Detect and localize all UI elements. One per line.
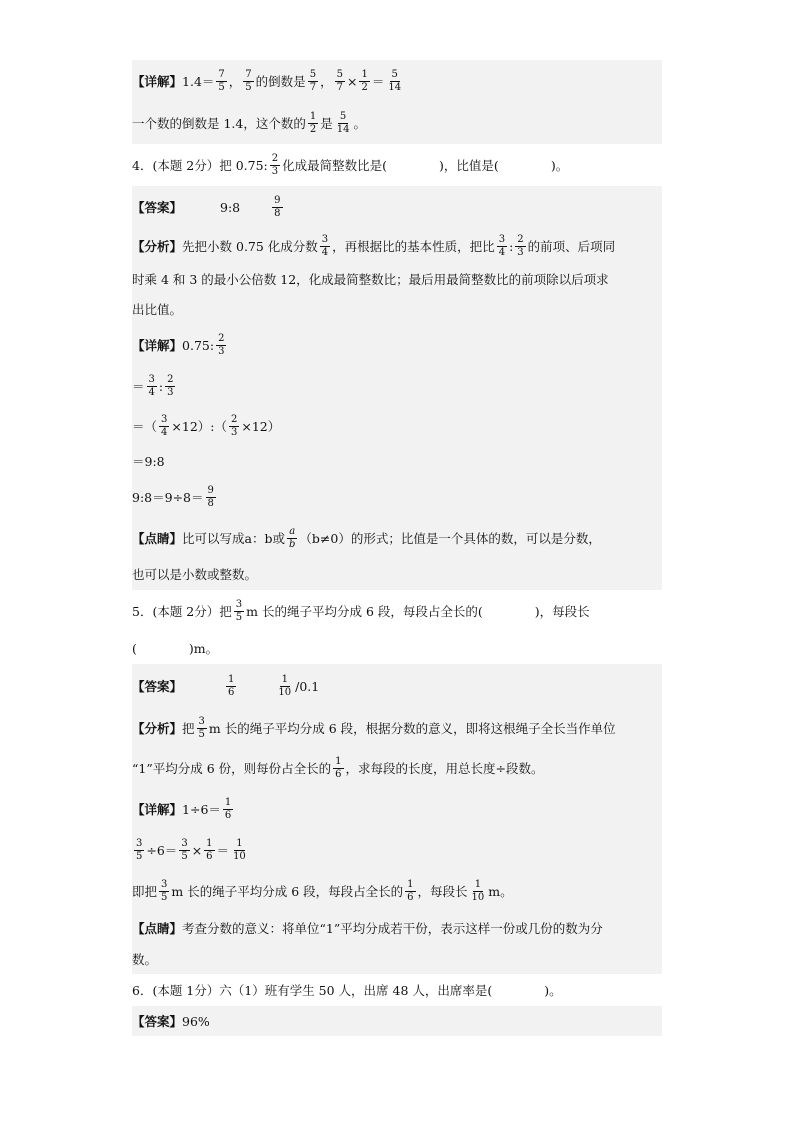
- numerator: 5: [336, 68, 343, 80]
- q5-stem-line2: [132, 632, 662, 664]
- text: ＝: [132, 379, 145, 394]
- text: 9:8＝9÷8＝: [132, 490, 204, 505]
- fraction: [223, 797, 233, 822]
- numerator: 2: [271, 152, 279, 164]
- q4-answer: [132, 186, 662, 228]
- text: 4．(本题 2分）把 0.75:: [132, 158, 268, 173]
- denominator: 6: [224, 809, 232, 821]
- q5-comment-line1: [132, 912, 662, 944]
- q4-comment-line1: [132, 518, 662, 558]
- numerator: 1: [407, 878, 414, 890]
- denominator: 4: [161, 426, 168, 438]
- denominator: 10: [278, 686, 292, 698]
- numerator: 1: [206, 837, 213, 849]
- denominator: 6: [407, 891, 414, 903]
- denominator: 10: [233, 850, 246, 862]
- text: 时乘 4 和 3 的最小公倍数 12，化成最简整数比；最后用最简整数比的前项除以后项求: [132, 272, 609, 287]
- numerator: 1: [228, 673, 235, 685]
- fraction: [272, 195, 282, 220]
- fraction: [204, 838, 214, 863]
- numerator: 2: [230, 413, 238, 425]
- fraction: [216, 333, 226, 358]
- numerator: 3: [498, 233, 506, 245]
- numerator: 9: [274, 194, 281, 206]
- numerator: 1: [309, 110, 317, 122]
- denominator: 6: [206, 850, 213, 862]
- denominator: 8: [274, 207, 281, 219]
- text: 比可以写成a：b或: [182, 531, 285, 546]
- q5-analysis-line2: [132, 748, 662, 788]
- text: 1÷6＝: [182, 802, 221, 817]
- fraction: [335, 69, 345, 94]
- fraction: [243, 69, 253, 94]
- text: )，比值是(: [439, 158, 499, 173]
- text: 化成最简整数比是(: [282, 158, 388, 173]
- denominator: 5: [198, 728, 205, 740]
- q5-detail-line2: [132, 830, 662, 870]
- fraction: [308, 111, 318, 136]
- text: “1”平均分成 6 份，则每份占全长的: [132, 761, 332, 776]
- fraction: [276, 674, 293, 699]
- text: 是: [320, 116, 333, 131]
- text: 出比值。: [132, 302, 183, 317]
- text: )m。: [188, 641, 219, 656]
- text: 6．(本题 1分）六（1）班有学生 50 人，出席 48 人，出席率是(: [132, 983, 493, 998]
- q4-analysis-line3: [132, 294, 662, 324]
- text: )，每段长: [534, 604, 590, 619]
- answer-label: 【答案】: [132, 1014, 183, 1029]
- denominator: 5: [136, 850, 143, 862]
- denominator: 3: [517, 246, 524, 258]
- text: 5．(本题 2分）把: [132, 604, 232, 619]
- text: 先把小数 0.75 化成分数: [182, 239, 318, 254]
- fraction: [147, 374, 157, 399]
- denominator: 7: [309, 81, 317, 93]
- q4-analysis-line2: [132, 264, 662, 294]
- text: ，再根据比的基本性质，把比: [332, 239, 495, 254]
- text: ＝9:8: [132, 454, 165, 469]
- q3-detail-line1: [132, 60, 662, 102]
- q3-detail-line2: [132, 102, 662, 144]
- detail-label: 【详解】: [132, 74, 183, 89]
- detail-label: 【详解】: [132, 338, 183, 353]
- text: ，求每段的长度，用总长度÷段数。: [345, 761, 544, 776]
- text: )。: [544, 983, 562, 998]
- fraction: [134, 838, 144, 863]
- text: ，每段长: [417, 884, 468, 899]
- denominator: 4: [148, 386, 155, 398]
- q4-stem: [132, 144, 662, 186]
- numerator: 2: [167, 373, 174, 385]
- text: m 长的绳子平均分成 6 段，每段占全长的(: [246, 604, 483, 619]
- denominator: 8: [207, 497, 214, 509]
- q5-comment-line2: [132, 944, 662, 974]
- q6-stem: [132, 974, 662, 1006]
- document-page: [132, 60, 662, 1036]
- comment-label: 【点睛】: [132, 921, 183, 936]
- answer-label: 【答案】: [132, 679, 183, 694]
- q4-detail-line3: [132, 406, 662, 446]
- answer-value: 96%: [182, 1013, 210, 1029]
- q4-detail-line4: [132, 446, 662, 476]
- denominator: b: [288, 538, 296, 550]
- numerator: 5: [309, 68, 317, 80]
- q4-detail-line5: [132, 476, 662, 518]
- denominator: 10: [471, 891, 485, 903]
- fraction: [231, 838, 248, 863]
- denominator: 3: [230, 426, 238, 438]
- q4-detail-line1: [132, 324, 662, 366]
- numerator: 5: [339, 110, 347, 122]
- text: 1.4＝: [182, 74, 215, 89]
- denominator: 2: [361, 81, 368, 93]
- fraction: [179, 838, 189, 863]
- q5-detail-line3: [132, 870, 662, 912]
- fraction: [470, 879, 487, 904]
- numerator: 3: [235, 598, 243, 610]
- text: ×: [346, 73, 358, 89]
- denominator: 4: [321, 246, 329, 258]
- numerator: a: [289, 525, 296, 537]
- numerator: 3: [161, 413, 168, 425]
- fraction: [229, 414, 239, 439]
- denominator: 5: [245, 81, 252, 93]
- numerator: 3: [136, 837, 143, 849]
- comment-label: 【点睛】: [132, 531, 183, 546]
- q5-analysis-line1: [132, 708, 662, 748]
- numerator: 2: [517, 233, 524, 245]
- text: m 长的绳子平均分成 6 段，每段占全长的: [171, 884, 404, 899]
- text: ＝: [371, 74, 385, 89]
- text: :: [509, 238, 514, 254]
- text: 数。: [132, 952, 158, 967]
- text: 也可以是小数或整数。: [132, 567, 258, 582]
- fraction: [226, 674, 236, 699]
- fraction: [359, 69, 369, 94]
- answer-value: 9:8: [220, 199, 241, 215]
- denominator: 5: [181, 850, 188, 862]
- analysis-label: 【分析】: [132, 239, 183, 254]
- q5-detail-line1: [132, 788, 662, 830]
- text: （b≠0）的形式；比值是一个具体的数，可以是分数，: [299, 531, 601, 546]
- text: 把: [182, 721, 195, 736]
- text: 一个数的倒数是 1.4，这个数的: [132, 116, 306, 131]
- text: 的倒数是: [255, 74, 306, 89]
- text: 即把: [132, 884, 158, 899]
- fraction: [333, 756, 343, 781]
- numerator: 3: [161, 878, 168, 890]
- numerator: 7: [218, 68, 225, 80]
- numerator: 3: [198, 715, 205, 727]
- numerator: 1: [236, 837, 243, 849]
- q4-comment-line2: [132, 558, 662, 590]
- numerator: 5: [391, 68, 398, 80]
- text: :: [158, 378, 164, 394]
- fraction: [159, 879, 169, 904]
- q5-answer: [132, 664, 662, 708]
- numerator: 3: [321, 233, 329, 245]
- fraction: [270, 153, 280, 178]
- answer-label: 【答案】: [132, 200, 183, 215]
- fraction: [308, 69, 318, 94]
- fraction: [335, 111, 352, 136]
- analysis-label: 【分析】: [132, 721, 183, 736]
- denominator: 3: [167, 386, 174, 398]
- fraction: [206, 485, 216, 510]
- q4-detail-line2: [132, 366, 662, 406]
- fraction: [515, 234, 525, 259]
- text: ×12）:（: [171, 419, 227, 434]
- denominator: 5: [218, 81, 225, 93]
- text: ×: [191, 842, 203, 858]
- numerator: 1: [335, 755, 342, 767]
- text: ，: [320, 74, 333, 89]
- numerator: 9: [207, 484, 214, 496]
- denominator: 6: [335, 768, 342, 780]
- text: ，: [228, 74, 242, 89]
- denominator: 7: [336, 81, 343, 93]
- text: ÷6＝: [146, 843, 178, 858]
- denominator: 14: [336, 123, 350, 135]
- fraction: [159, 414, 169, 439]
- text: 。: [353, 116, 366, 131]
- denominator: 6: [228, 686, 235, 698]
- denominator: 5: [235, 611, 243, 623]
- fraction: [197, 716, 207, 741]
- denominator: 2: [309, 123, 317, 135]
- numerator: 3: [148, 373, 155, 385]
- denominator: 5: [161, 891, 168, 903]
- q5-stem-line1: [132, 590, 662, 632]
- q6-answer: [132, 1006, 662, 1036]
- denominator: 3: [271, 165, 279, 177]
- denominator: 3: [218, 345, 225, 357]
- text: ＝: [216, 843, 230, 858]
- fraction: [216, 69, 226, 94]
- denominator: 14: [388, 81, 402, 93]
- fraction: [497, 234, 507, 259]
- text: 的前项、后项同: [527, 239, 616, 254]
- numerator: 3: [181, 837, 188, 849]
- fraction: [405, 879, 415, 904]
- numerator: 7: [245, 68, 252, 80]
- fraction: [165, 374, 175, 399]
- text: 0.75:: [182, 337, 215, 353]
- text: m 长的绳子平均分成 6 段，根据分数的意义，即将这根绳子全长当作单位: [208, 721, 616, 736]
- q4-analysis-line1: [132, 228, 662, 264]
- fraction: [287, 526, 297, 551]
- numerator: 1: [224, 796, 232, 808]
- denominator: 4: [498, 246, 506, 258]
- detail-label: 【详解】: [132, 802, 183, 817]
- fraction: [234, 599, 244, 624]
- numerator: 1: [474, 878, 482, 890]
- fraction: [386, 69, 403, 94]
- text: ×12）: [241, 419, 281, 434]
- text: ＝（: [132, 419, 158, 434]
- numerator: 1: [281, 673, 288, 685]
- text: )。: [550, 158, 569, 173]
- answer-value: /0.1: [295, 678, 320, 694]
- numerator: 1: [361, 68, 368, 80]
- text: (: [132, 640, 137, 656]
- text: 考查分数的意义：将单位“1”平均分成若干份，表示这样一份或几份的数为分: [182, 921, 603, 936]
- fraction: [320, 234, 330, 259]
- text: m。: [488, 884, 513, 899]
- numerator: 2: [218, 332, 225, 344]
